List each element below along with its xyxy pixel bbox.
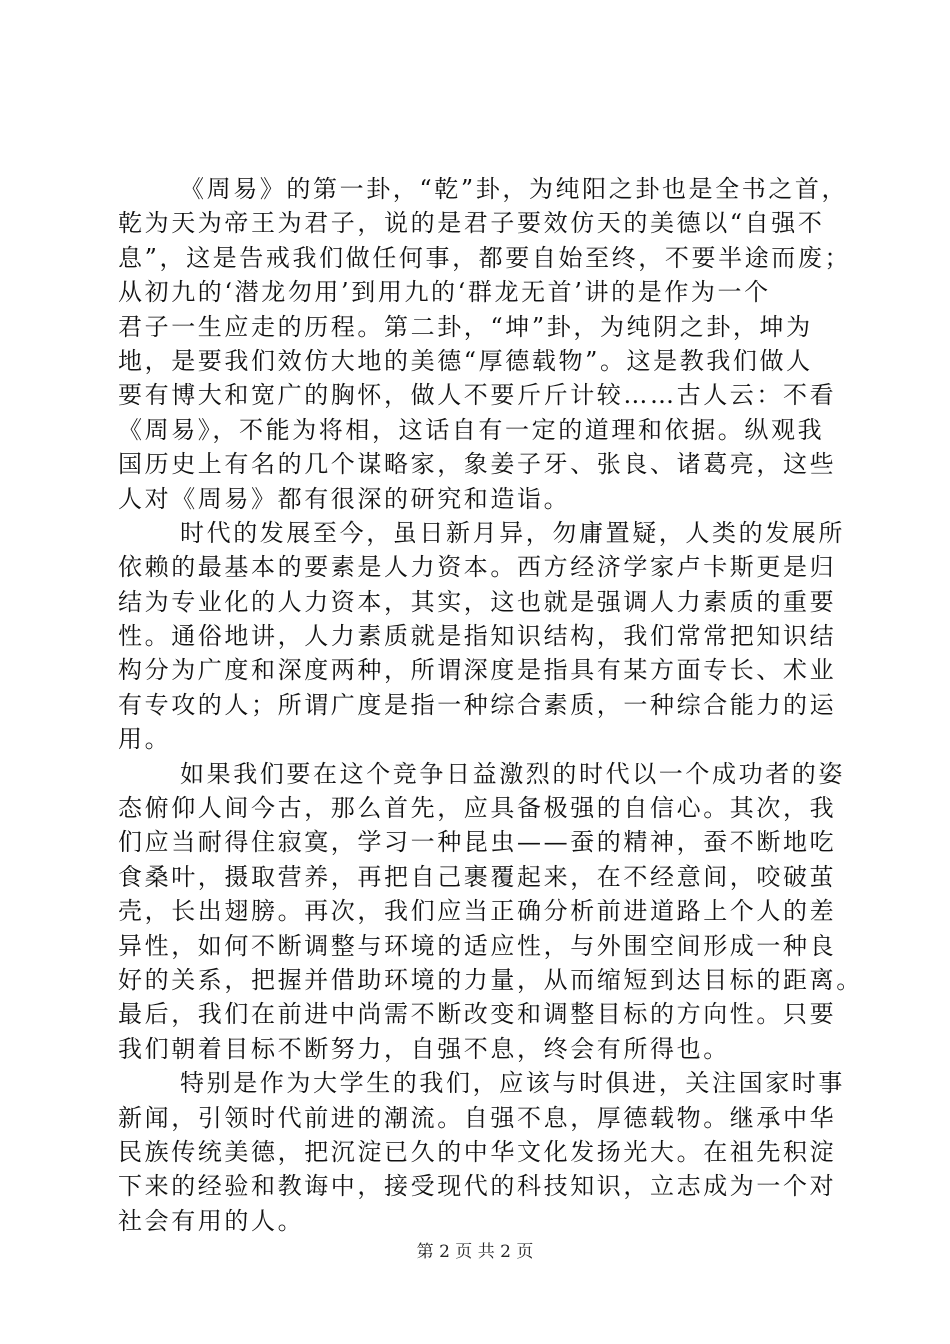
text-line: 最后，我们在前进中尚需不断改变和调整目标的方向性。只要 — [118, 1000, 837, 1029]
text-line: 民族传统美德，把沉淀已久的中华文化发扬光大。在祖先积淀 — [118, 1137, 837, 1166]
text-line: 好的关系，把握并借助环境的力量，从而缩短到达目标的距离。 — [118, 965, 863, 994]
paragraph-first-line: 如果我们要在这个竞争日益激烈的时代以一个成功者的姿 — [180, 759, 845, 788]
text-line: 依赖的最基本的要素是人力资本。西方经济学家卢卡斯更是归 — [118, 553, 837, 582]
text-line: 构分为广度和深度两种，所谓深度是指具有某方面专长、术业 — [118, 656, 837, 685]
paragraph-first-line: 特别是作为大学生的我们，应该与时俱进，关注国家时事 — [180, 1069, 845, 1098]
text-line: 社会有用的人。 — [118, 1206, 305, 1235]
text-line: 结为专业化的人力资本，其实，这也就是强调人力素质的重要 — [118, 587, 837, 616]
document-body — [118, 172, 863, 1238]
text-line: 们应当耐得住寂寞，学习一种昆虫——蚕的精神，蚕不断地吃 — [118, 828, 837, 857]
text-line: 下来的经验和教诲中，接受现代的科技知识，立志成为一个对 — [118, 1172, 837, 1201]
paragraph-first-line: 《周易》的第一卦，“乾”卦，为纯阳之卦也是全书之首， — [180, 175, 849, 203]
text-line: 态俯仰人间今古，那么首先，应具备极强的自信心。其次，我 — [118, 794, 837, 823]
text-line: 壳，长出翅膀。再次，我们应当正确分析前进道路上个人的差 — [118, 897, 837, 926]
page-footer: 第 2 页 共 2 页 — [416, 1242, 534, 1262]
text-line: 息”，这是告戒我们做任何事，都要自始至终，不要半途而废； — [118, 243, 852, 272]
text-line: 《周易》，不能为将相，这话自有一定的道理和依据。纵观我 — [118, 415, 825, 444]
text-line: 从初九的‘潜龙勿用’到用九的‘群龙无首’讲的是作为一个 — [118, 278, 771, 307]
paragraph-first-line: 时代的发展至今，虽日新月异，勿庸置疑，人类的发展所 — [180, 518, 845, 547]
text-line: 君子一生应走的历程。第二卦，“坤”卦，为纯阴之卦，坤为 — [118, 312, 813, 341]
text-line: 用。 — [118, 725, 172, 754]
text-line: 性。通俗地讲，人力素质就是指知识结构，我们常常把知识结 — [118, 622, 837, 651]
text-line: 新闻，引领时代前进的潮流。自强不息，厚德载物。继承中华 — [118, 1103, 837, 1132]
text-line: 有专攻的人；所谓广度是指一种综合素质，一种综合能力的运 — [118, 690, 837, 719]
text-line: 异性，如何不断调整与环境的适应性，与外围空间形成一种良 — [118, 931, 837, 960]
text-line: 国历史上有名的几个谋略家，象姜子牙、张良、诸葛亮，这些 — [118, 450, 837, 479]
text-line: 食桑叶，摄取营养，再把自己裹覆起来，在不经意间，咬破茧 — [118, 862, 837, 891]
text-line: 人对《周易》都有很深的研究和造诣。 — [118, 484, 571, 513]
text-line: 乾为天为帝王为君子，说的是君子要效仿天的美德以“自强不 — [118, 209, 825, 238]
text-line: 我们朝着目标不断努力，自强不息，终会有所得也。 — [118, 1034, 730, 1063]
text-line: 地，是要我们效仿大地的美德“厚德载物”。这是教我们做人 — [118, 346, 813, 375]
text-line: 要有博大和宽广的胸怀，做人不要斤斤计较……古人云：不看 — [118, 381, 837, 410]
